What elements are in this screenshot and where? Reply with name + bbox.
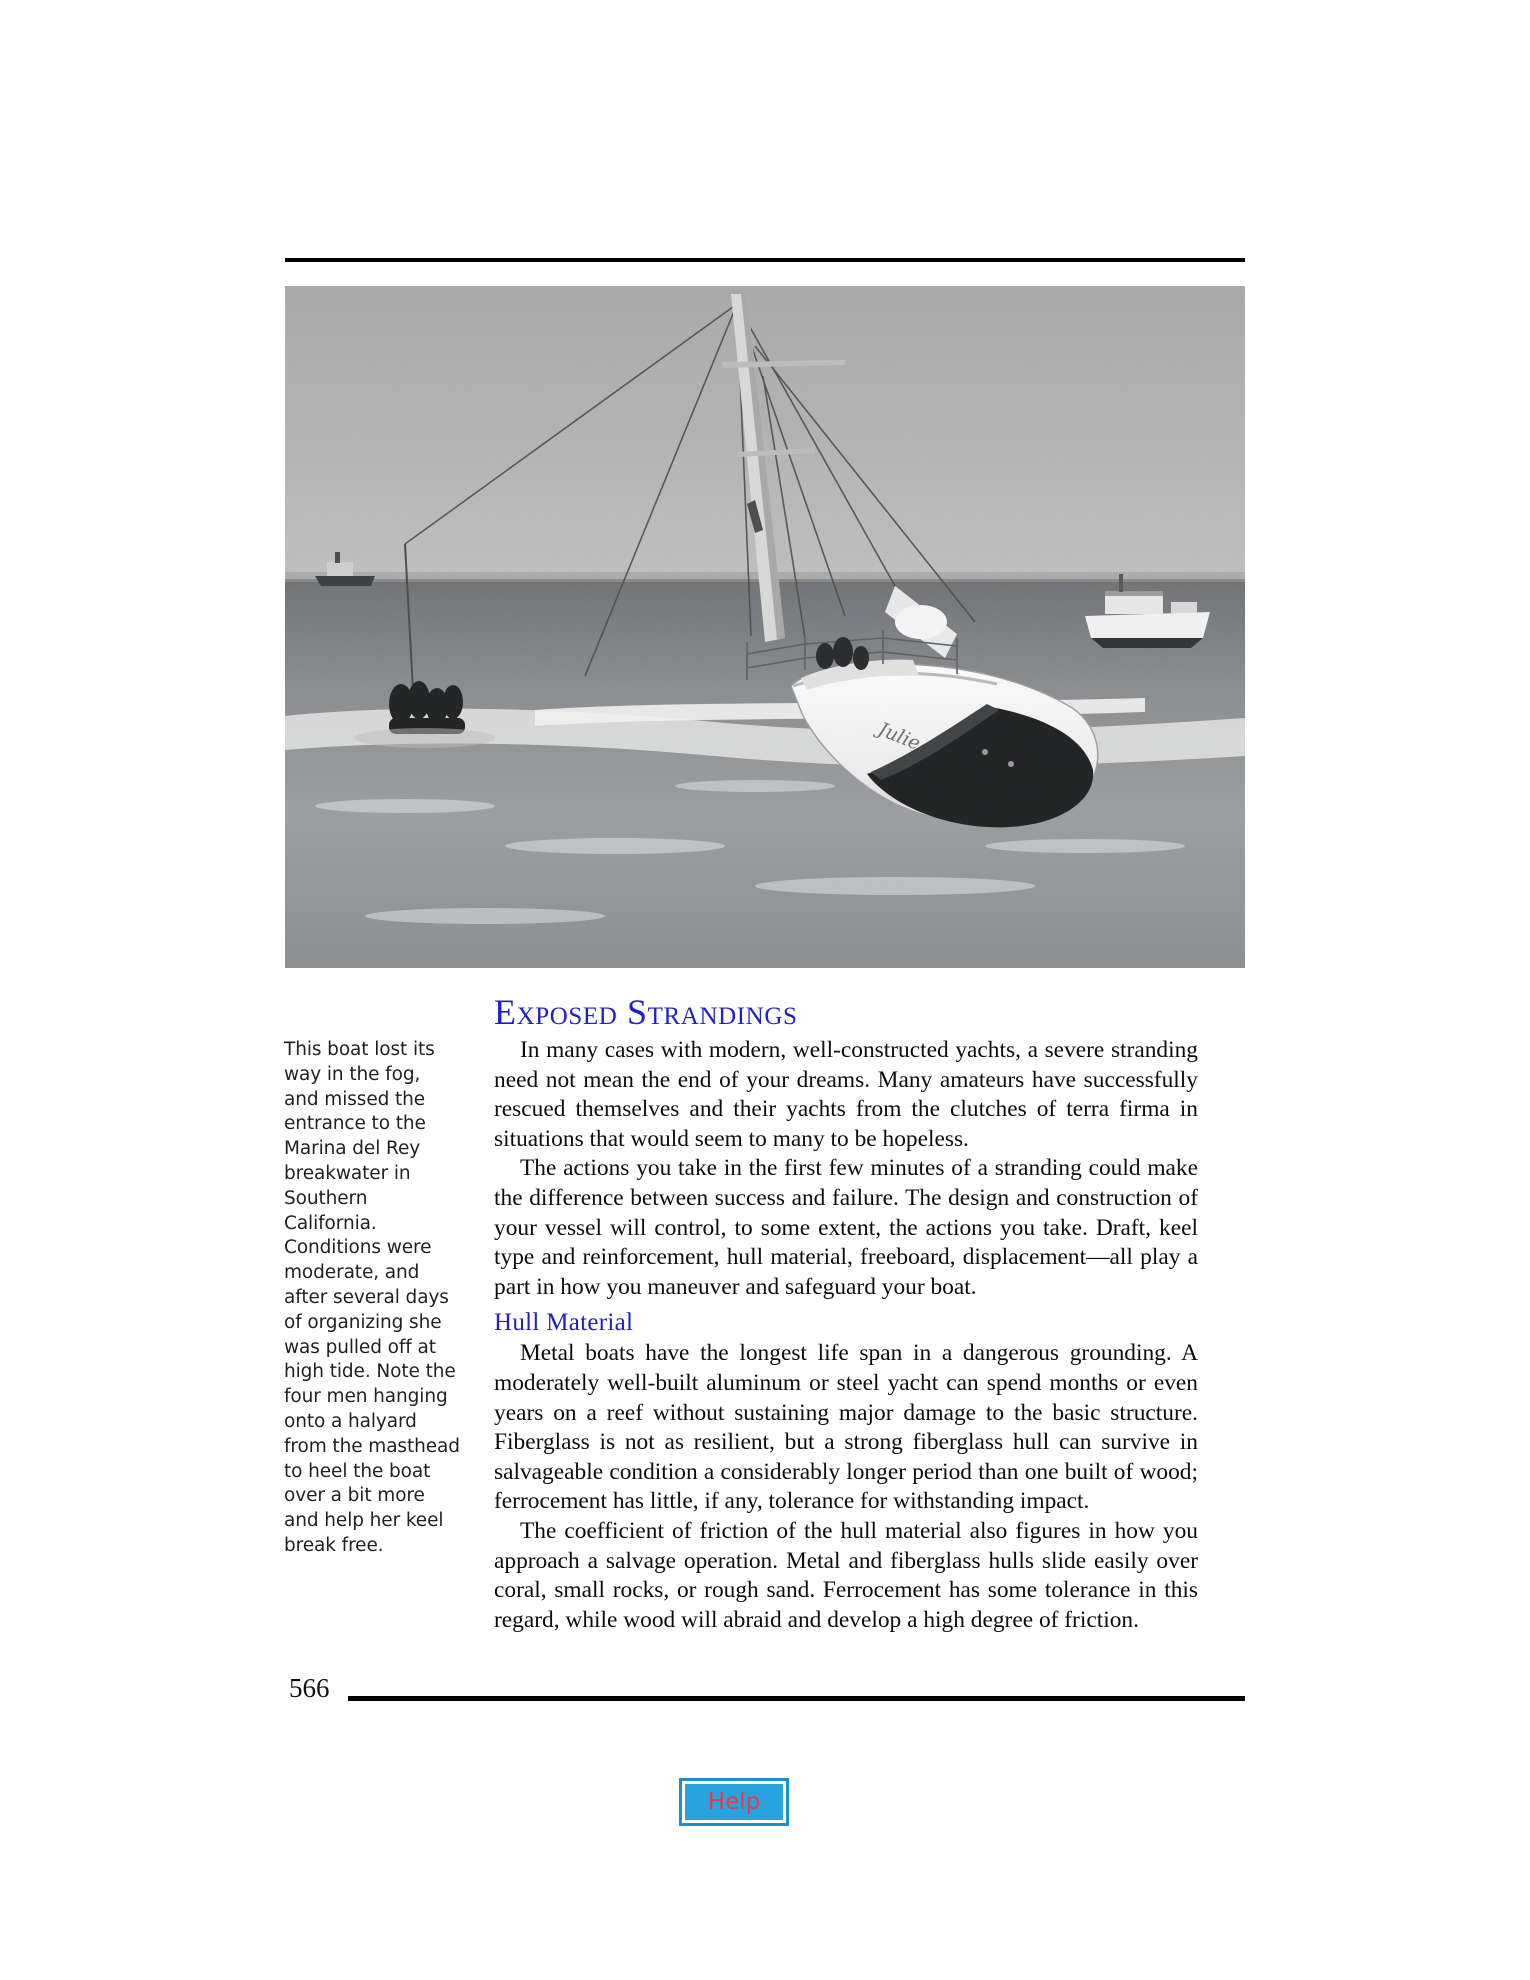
section-heading: Exposed Strandings (494, 992, 798, 1032)
body-paragraph-2: The actions you take in the first few minutes of a stranding could make the difference between success and failure. The design and construction of your vessel will control, to some extent, the actions you take. Draft, keel type and reinforcement, hull material, freeboard, displacement—all play a part in how you maneuver and safeguard your boat. (494, 1155, 1198, 1300)
body-paragraph-4: The coefficient of friction of the hull material also figures in how you approach a salvage operation. Metal and fiberglass hulls slide easily over coral, small rocks, or rough sand. Ferrocement has some tolerance in this regard, while wood will abraid and develop a high degree of friction. (494, 1517, 1198, 1633)
help-button[interactable] (679, 1778, 789, 1826)
subsection-heading-hull-material: Hull Material (494, 1309, 634, 1337)
help-button-label: Help (707, 1789, 761, 1815)
photo-caption: This boat lost its way in the fog, and missed the entrance to the Marina del Rey breakwater in Southern California. Conditions were moderate, and after several days of organizing she was pulled off at high tide. Note the four men hanging onto a halyard from the masthead to heel the boat over a bit more and help her keel break free. (284, 1039, 460, 1556)
footer-rule (348, 1696, 1245, 1701)
header-rule (285, 258, 1245, 262)
stranding-photograph (285, 286, 1245, 968)
body-paragraph-3: Metal boats have the longest life span in a dangerous grounding. A moderately well-built aluminum or steel yacht can spend months or even years on a reef without sustaining major damage to the basic structure. Fiberglass is not as resilient, but a strong fiberglass hull can survive in salvageable condition a considerably longer period than one built of wood; ferrocement has little, if any, tolerance for withstanding impact. (494, 1340, 1198, 1515)
body-paragraph-1: In many cases with modern, well-constructed yachts, a severe stranding need not mean the end of your dreams. Many amateurs have successfully rescued themselves and their yachts from the clutches of terra firma in situations that would seem to many to be hopeless. (494, 1037, 1198, 1152)
photo-illustration (285, 286, 1245, 968)
main-text-column (494, 992, 1198, 1635)
page-number: 566 (289, 1673, 330, 1703)
